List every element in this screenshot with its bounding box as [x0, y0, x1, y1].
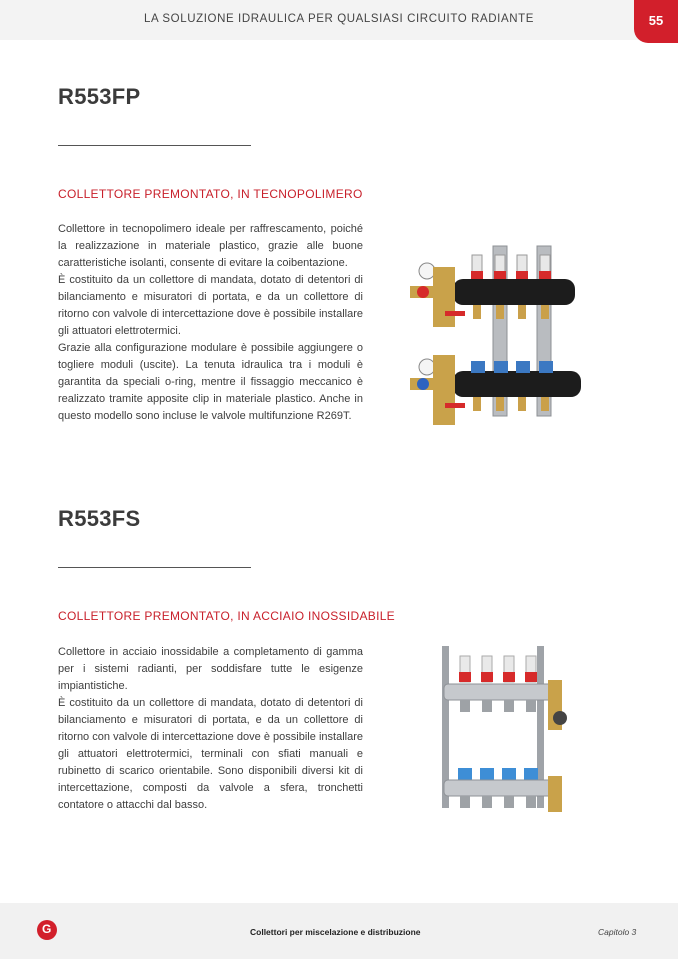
product-code-1: R553FP: [58, 84, 141, 109]
product-image-stainless-manifold: [430, 640, 580, 820]
paragraph: È costituito da un collettore di mandata, dotato di detentori di bilanciamento e misuratori di portata, e da un collettore di ritorno con valvole di intercettazione dove è possibile installare gli attuatori elettrotermici, terminali con sfiati manuali e rubinetto di scarico orientabile. Sono disponibili diversi kit di intercettazione, composti da valvole a sfera, tronchetti contatore o attacchi dal basso.: [58, 697, 363, 811]
paragraph: È costituito da un collettore di mandata, dotato di detentori di bilanciamento e misuratori di portata, e da un collettore di ritorno con valvole di intercettazione dove è possibile installare gli attuatori elettrotermici.: [58, 274, 363, 337]
product-subtitle-2: COLLETTORE PREMONTATO, IN ACCIAIO INOSSIDABILE: [58, 609, 395, 623]
product-code-2: R553FS: [58, 506, 141, 531]
divider-2: [58, 567, 251, 568]
header-title: LA SOLUZIONE IDRAULICA PER QUALSIASI CIRCUITO RADIANTE: [143, 13, 535, 25]
product-subtitle-1: COLLETTORE PREMONTATO, IN TECNOPOLIMERO: [58, 187, 363, 201]
footer-chapter: Capitolo 3: [598, 927, 637, 937]
page-number: 55: [634, 0, 678, 43]
product-description-1: [58, 221, 363, 425]
product-image-polymer-manifold: [405, 243, 595, 428]
footer-title: Collettori per miscelazione e distribuzione: [250, 927, 421, 937]
product-description-2: [58, 644, 363, 814]
brand-logo-icon: G: [37, 920, 57, 940]
page-header: [0, 0, 678, 40]
paragraph: Collettore in acciaio inossidabile a completamento di gamma per i sistemi radianti, per soddisfare tutte le esigenze impiantistiche.: [58, 646, 363, 692]
paragraph: Collettore in tecnopolimero ideale per raffrescamento, poiché la realizzazione in materiale plastico, grazie alle buone caratteristiche isolanti, consente di evitare la coibentazione.: [58, 223, 363, 269]
paragraph: Grazie alla configurazione modulare è possibile aggiungere o togliere moduli (uscite). La tenuta idraulica tra i moduli è garantita da speciali o-ring, mentre il fissaggio meccanico è realizzato tramite apposite clip in materiale plastico. Anche in questo modello sono incluse le valvole multifunzione R269T.: [58, 342, 363, 422]
divider-1: [58, 145, 251, 146]
